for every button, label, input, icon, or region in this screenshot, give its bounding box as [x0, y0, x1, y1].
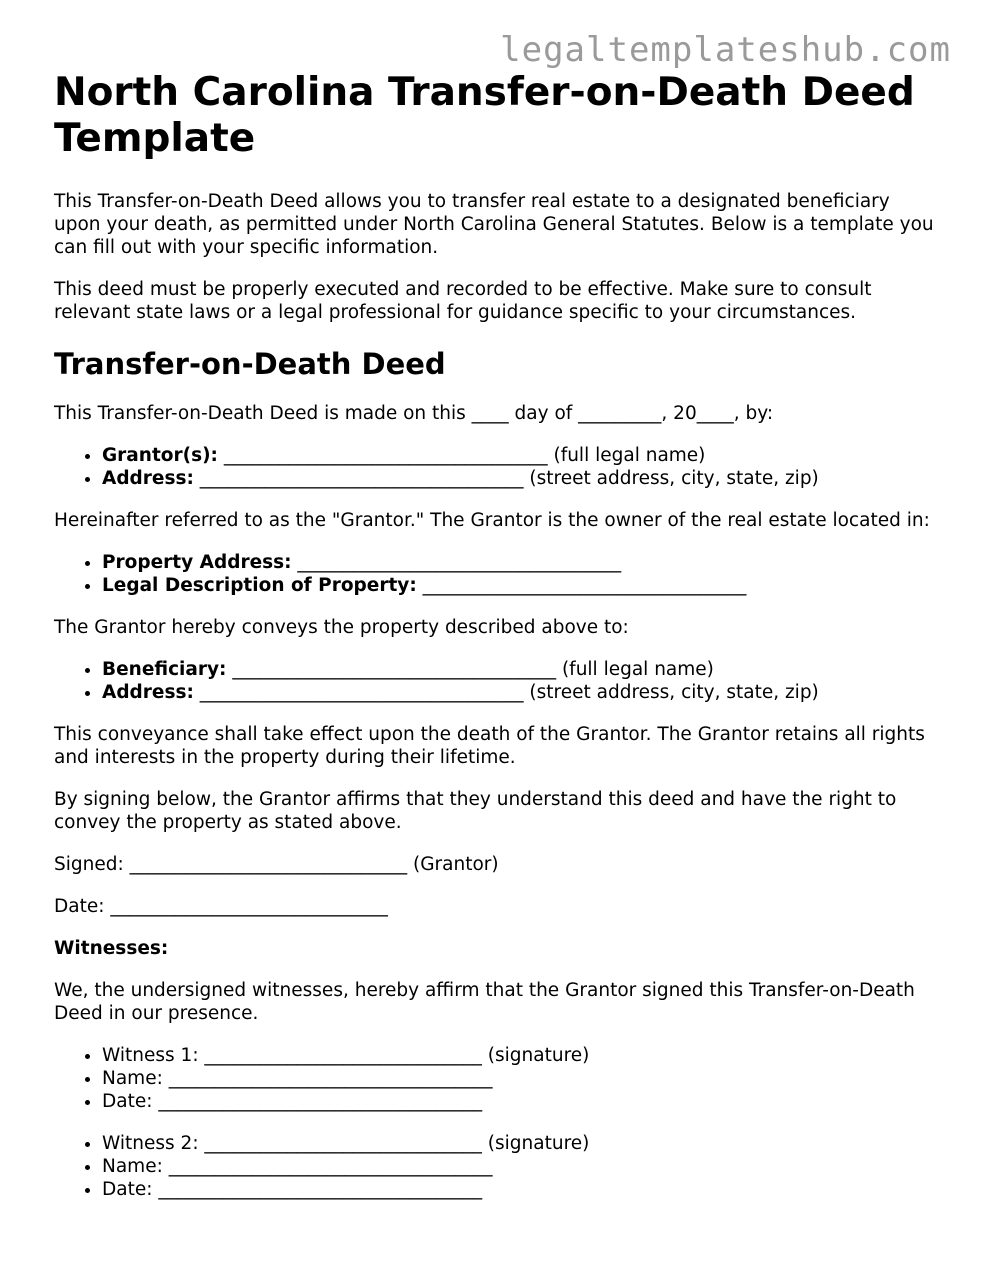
watermark: legaltemplateshub.com [500, 30, 951, 70]
witnesses-paragraph: We, the undersigned witnesses, hereby affirm that the Grantor signed this Transfer-on-Death Deed in our presence. [54, 980, 915, 1024]
grantor-address-field: ___________________________________ (street address, city, state, zip) [193, 468, 819, 489]
witness-2-date-line: • Date: ___________________________________ [102, 1178, 934, 1201]
document-body [54, 70, 934, 1220]
grantor-label: Grantor(s): [102, 445, 218, 466]
property-list [54, 551, 934, 597]
beneficiary-address-field: ___________________________________ (street address, city, state, zip) [193, 682, 819, 703]
witness-1-signature-line: • Witness 1: ______________________________ (signature) [102, 1044, 934, 1067]
intro-paragraph-1: This Transfer-on-Death Deed allows you to transfer real estate to a designated beneficiary upon your death, as permitted under North Carolina General Statutes. Below is a template you can fill out with your specific information. [54, 191, 934, 258]
conveys-paragraph: The Grantor hereby conveys the property described above to: [54, 617, 629, 638]
legal-description-label: Legal Description of Property: [102, 575, 417, 596]
grantor-address-label: Address: [102, 468, 194, 489]
list-item [102, 658, 934, 681]
grantor-list [54, 444, 934, 490]
witnesses-heading: Witnesses: [54, 938, 169, 959]
hereinafter-paragraph: Hereinafter referred to as the "Grantor." The Grantor is the owner of the real estate located in: [54, 510, 930, 531]
intro-paragraph-2: This deed must be properly executed and recorded to be effective. Make sure to consult relevant state laws or a legal professional for guidance specific to your circumstances. [54, 279, 872, 323]
list-item [102, 681, 934, 704]
beneficiary-list [54, 658, 934, 704]
beneficiary-label: Beneficiary: [102, 659, 227, 680]
witness-1-name-line: • Name: ___________________________________ [102, 1067, 934, 1090]
witness-1-date-line: • Date: ___________________________________ [102, 1090, 934, 1113]
effect-paragraph: This conveyance shall take effect upon the death of the Grantor. The Grantor retains all rights and interests in the property during their lifetime. [54, 724, 925, 768]
property-address-label: Property Address: [102, 552, 292, 573]
affirm-paragraph: By signing below, the Grantor affirms that they understand this deed and have the right to convey the property as stated above. [54, 789, 897, 833]
beneficiary-field: ___________________________________ (full legal name) [226, 659, 714, 680]
legal-description-field: ___________________________________ [416, 575, 747, 596]
date-line: Date: ______________________________ [54, 896, 388, 917]
property-address-field: ___________________________________ [291, 552, 622, 573]
list-item [102, 574, 934, 597]
signed-line: Signed: ______________________________ (Grantor) [54, 854, 499, 875]
made-on-line: This Transfer-on-Death Deed is made on this ____ day of _________, 20____, by: [54, 403, 774, 424]
list-item [102, 444, 934, 467]
page-title: North Carolina Transfer-on-Death Deed Template [54, 70, 915, 161]
section-title: Transfer-on-Death Deed [54, 347, 446, 381]
witness-2-list [54, 1132, 934, 1201]
witness-1-list [54, 1044, 934, 1113]
witness-2-signature-line: • Witness 2: ______________________________ (signature) [102, 1132, 934, 1155]
witness-2-name-line: • Name: ___________________________________ [102, 1155, 934, 1178]
list-item [102, 467, 934, 490]
list-item [102, 551, 934, 574]
grantor-field: ___________________________________ (full legal name) [217, 445, 706, 466]
beneficiary-address-label: Address: [102, 682, 194, 703]
